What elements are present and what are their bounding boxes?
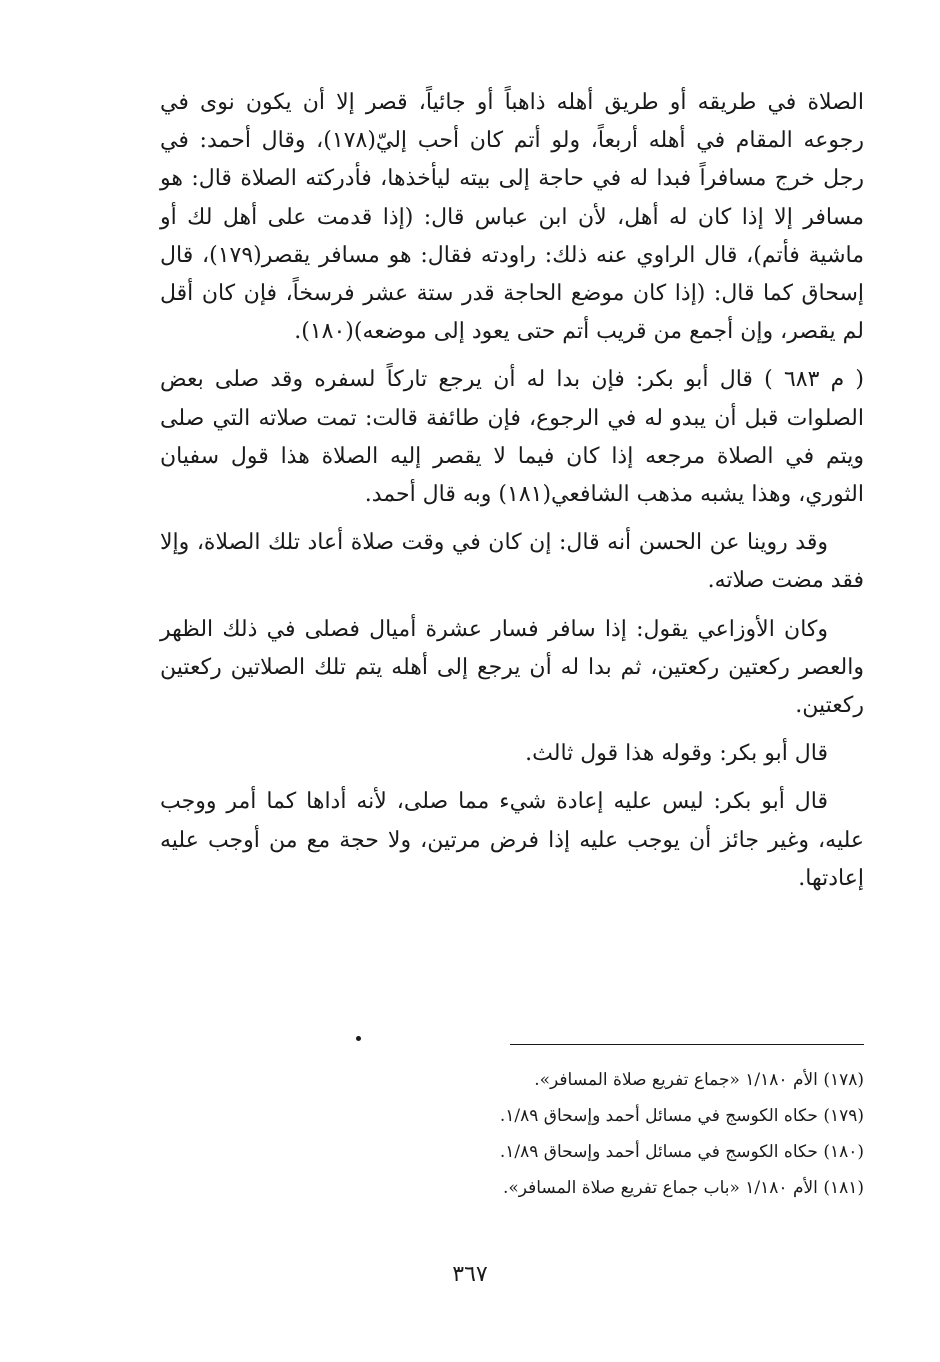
paragraph-awzai: وكان الأوزاعي يقول: إذا سافر فسار عشرة أميال فصلى في ذلك الظهر والعصر ركعتين ركعتين، ثم بدا له أن يرجع إلى أهله يتم تلك الصلاتين ركعتين ركعتين. <box>160 616 864 719</box>
paragraph-hasan: وقد روينا عن الحسن أنه قال: إن كان في وقت صلاة أعاد تلك الصلاة، وإلا فقد مضت صلاته. <box>160 530 864 594</box>
footnote-181: (١٨١) الأم ١/١٨٠ «باب جماع تفريع صلاة المسافر». <box>502 1178 864 1198</box>
paragraph-continuation: الصلاة في طريقه أو طريق أهله ذاهباً أو جائياً، قصر إلا أن يكون نوى في رجوعه المقام في أهله أربعاً، ولو أتم كان أحب إليّ(١٧٨)، وقال أحمد: في رجل خرج مسافراً فبدا له في حاجة إلى بيته ليأخذها، فأدركته الصلاة قال: هو مسافر إلا إذا كان له أهل، لأن ابن عباس قال: (إذا قدمت على أهل لك أو ماشية فأتم)، قال الراوي عنه ذلك: راودته فقال: هو مسافر يقصر(١٧٩)، قال إسحاق كما قال: (إذا كان موضع الحاجة قدر ستة عشر فرسخاً، فإن كان أقل لم يقصر، وإن أجمع من قريب أتم حتى يعود إلى موضعه)(١٨٠). <box>160 90 864 345</box>
paragraph-third-opinion: قال أبو بكر: وقوله هذا قول ثالث. <box>525 741 828 767</box>
page-number: ٣٦٧ <box>452 1262 488 1287</box>
footnote-179: (١٧٩) حكاه الكوسج في مسائل أحمد وإسحاق ١/٨٩. <box>499 1106 864 1126</box>
footnote-180: (١٨٠) حكاه الكوسج في مسائل أحمد وإسحاق ١/٨٩. <box>499 1142 864 1162</box>
paragraph-conclusion: قال أبو بكر: ليس عليه إعادة شيء مما صلى، لأنه أداها كما أمر ووجب عليه، وغير جائز أن يوجب عليه إذا فرض مرتين، ولا حجة مع من أوجب عليه إعادتها. <box>160 789 864 891</box>
main-text <box>160 84 864 908</box>
stray-dot <box>356 1036 361 1041</box>
footnote-separator <box>510 1044 864 1045</box>
footnote-178: (١٧٨) الأم ١/١٨٠ «جماع تفريع صلاة المسافر». <box>534 1070 864 1090</box>
paragraph-issue-683: ( م ٦٨٣ ) قال أبو بكر: فإن بدا له أن يرجع تاركاً لسفره وقد صلى بعض الصلوات قبل أن يبدو له في الرجوع، فإن طائفة قالت: تمت صلاته التي صلى ويتم في الصلاة مرجعه إذا كان فيما لا يقصر إليه الصلاة هذا قول سفيان الثوري، وهذا يشبه مذهب الشافعي(١٨١) وبه قال أحمد. <box>160 367 864 508</box>
footnotes <box>300 1062 864 1206</box>
